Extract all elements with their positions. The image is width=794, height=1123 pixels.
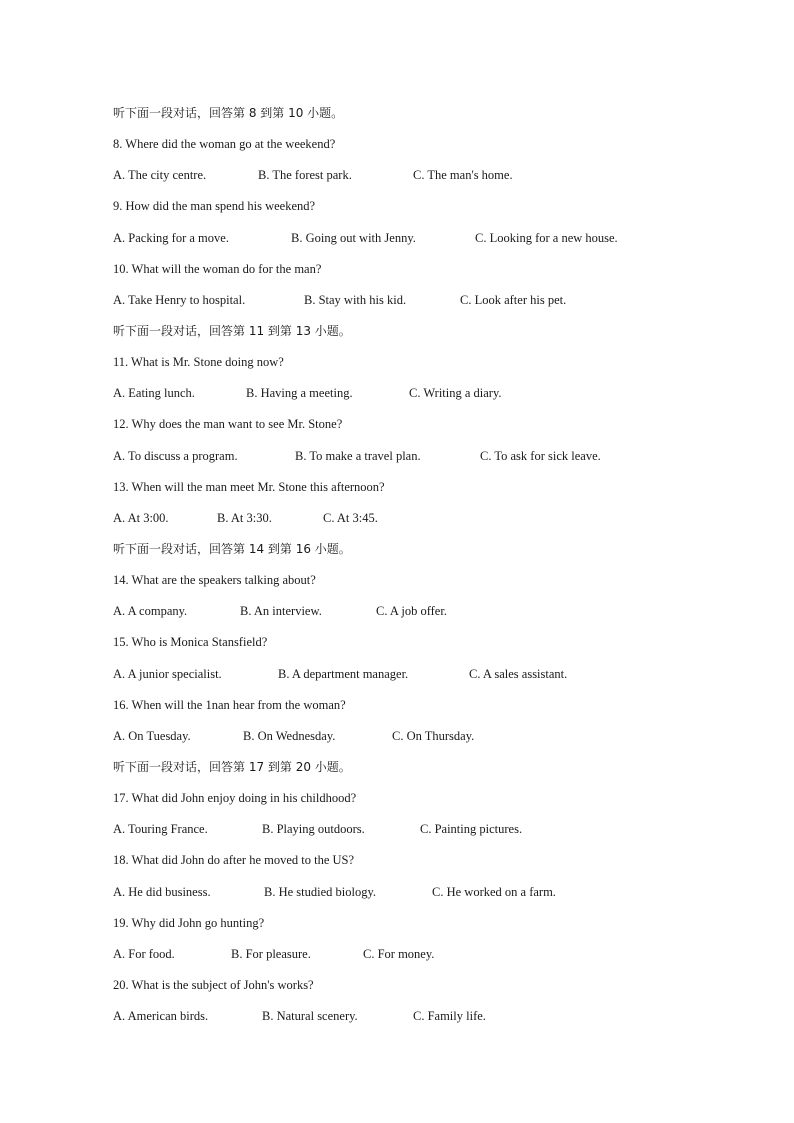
- exam-page: [113, 103, 713, 1037]
- options-row: [113, 664, 713, 695]
- option-a: A. A junior specialist.: [113, 666, 222, 681]
- option-b: B. On Wednesday.: [243, 728, 336, 743]
- option-b: B. To make a travel plan.: [295, 448, 421, 463]
- options-row: [113, 165, 713, 196]
- option-b: B. For pleasure.: [231, 946, 311, 961]
- option-b: B. Having a meeting.: [246, 386, 353, 401]
- options-row: [113, 228, 713, 259]
- question-9: 9. How did the man spend his weekend?: [113, 199, 316, 214]
- options-row: [113, 1006, 713, 1037]
- option-a: A. He did business.: [113, 884, 211, 899]
- option-c: C. He worked on a farm.: [432, 884, 556, 899]
- option-b: B. Natural scenery.: [262, 1009, 358, 1024]
- question-19: 19. Why did John go hunting?: [113, 915, 265, 930]
- question-18: 18. What did John do after he moved to the US?: [113, 853, 355, 868]
- question-11: 11. What is Mr. Stone doing now?: [113, 355, 284, 370]
- option-a: A. At 3:00.: [113, 510, 169, 525]
- option-b: B. Stay with his kid.: [304, 292, 407, 307]
- question-10: 10. What will the woman do for the man?: [113, 261, 322, 276]
- options-row: [113, 446, 713, 477]
- option-c: C. Painting pictures.: [420, 822, 523, 837]
- question-8: 8. Where did the woman go at the weekend?: [113, 137, 336, 152]
- options-row: [113, 290, 713, 321]
- option-c: C. Looking for a new house.: [475, 230, 618, 245]
- option-b: B. An interview.: [240, 604, 322, 619]
- option-c: C. At 3:45.: [323, 510, 378, 525]
- option-a: A. Packing for a move.: [113, 230, 229, 245]
- option-b: B. A department manager.: [278, 666, 409, 681]
- section-heading: 听下面一段对话，回答第 11 到第 13 小题。: [113, 323, 351, 338]
- option-c: C. The man's home.: [413, 168, 513, 183]
- section-heading: 听下面一段对话，回答第 8 到第 10 小题。: [113, 106, 344, 120]
- options-row: [113, 508, 713, 539]
- options-row: [113, 726, 713, 757]
- options-row: [113, 819, 713, 850]
- option-c: C. Family life.: [413, 1009, 486, 1024]
- option-b: B. At 3:30.: [217, 510, 272, 525]
- option-c: C. Look after his pet.: [460, 292, 567, 307]
- option-c: C. A sales assistant.: [469, 666, 568, 681]
- option-a: A. To discuss a program.: [113, 448, 238, 463]
- option-b: B. He studied biology.: [264, 884, 377, 899]
- option-c: C. For money.: [363, 946, 435, 961]
- question-13: 13. When will the man meet Mr. Stone this afternoon?: [113, 479, 385, 494]
- option-a: A. Take Henry to hospital.: [113, 292, 246, 307]
- options-row: [113, 383, 713, 414]
- option-b: B. The forest park.: [258, 168, 352, 183]
- option-a: A. On Tuesday.: [113, 728, 191, 743]
- question-17: 17. What did John enjoy doing in his childhood?: [113, 791, 357, 806]
- option-c: C. On Thursday.: [392, 728, 475, 743]
- question-16: 16. When will the 1nan hear from the woman?: [113, 697, 346, 712]
- option-c: C. Writing a diary.: [409, 386, 502, 401]
- question-15: 15. Who is Monica Stansfield?: [113, 635, 268, 650]
- question-14: 14. What are the speakers talking about?: [113, 573, 316, 588]
- option-c: C. A job offer.: [376, 604, 447, 619]
- options-row: [113, 944, 713, 975]
- section-heading: 听下面一段对话，回答第 17 到第 20 小题。: [113, 759, 351, 774]
- option-a: A. Touring France.: [113, 822, 208, 837]
- option-b: B. Playing outdoors.: [262, 822, 365, 837]
- option-c: C. To ask for sick leave.: [480, 448, 601, 463]
- option-a: A. For food.: [113, 946, 175, 961]
- option-b: B. Going out with Jenny.: [291, 230, 416, 245]
- question-20: 20. What is the subject of John's works?: [113, 977, 314, 992]
- option-a: A. The city centre.: [113, 168, 207, 183]
- option-a: A. Eating lunch.: [113, 386, 195, 401]
- options-row: [113, 882, 713, 913]
- option-a: A. A company.: [113, 604, 188, 619]
- option-a: A. American birds.: [113, 1009, 209, 1024]
- section-heading: 听下面一段对话，回答第 14 到第 16 小题。: [113, 541, 351, 556]
- options-row: [113, 601, 713, 632]
- question-12: 12. Why does the man want to see Mr. Stone?: [113, 417, 343, 432]
